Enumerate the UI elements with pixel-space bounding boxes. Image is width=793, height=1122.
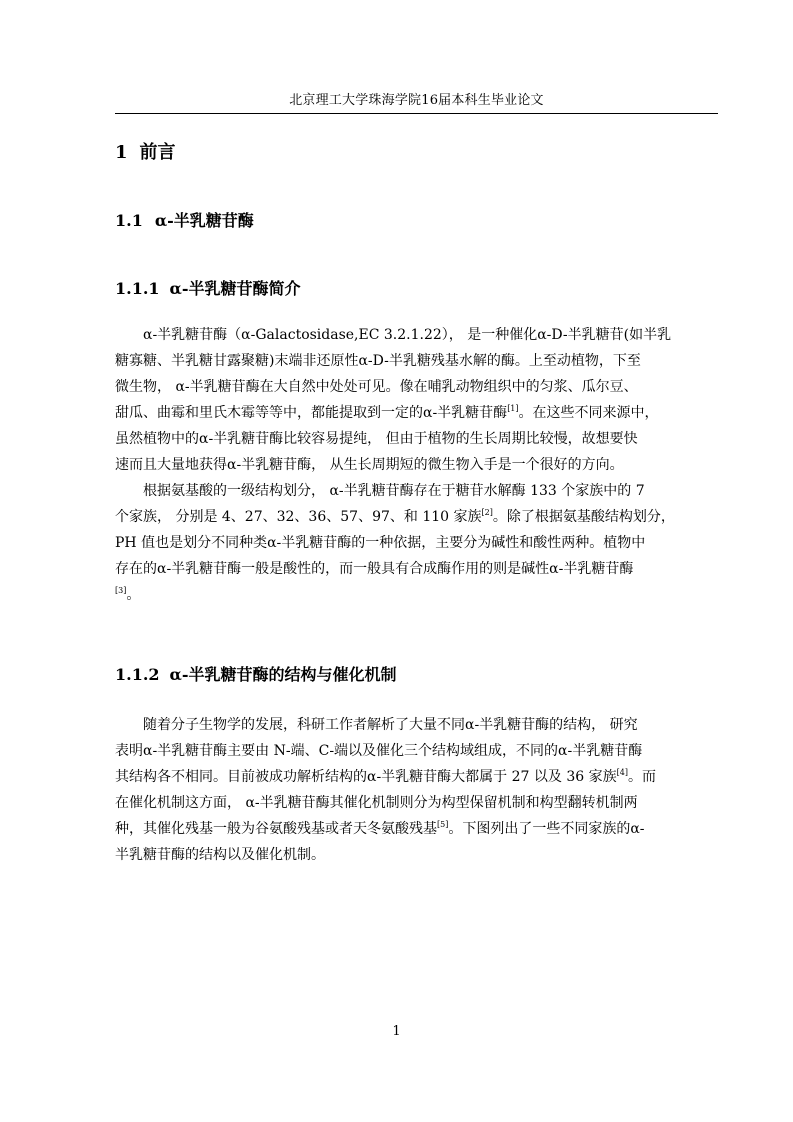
section-title: α-半乳糖苷酶	[154, 211, 254, 230]
line-text: 个家族， 分别是 4、27、32、36、57、97、和 110 家族	[115, 509, 482, 525]
page-number: 1	[392, 1024, 401, 1039]
line-text: 甜瓜、曲霉和里氏木霉等等中，都能提取到一定的α-半乳糖苷酶	[115, 405, 508, 421]
paragraph-line: 在催化机制这方面， α-半乳糖苷酶其催化机制则分为构型保留机制和构型翻转机制两	[115, 795, 638, 811]
subsection-heading-1-1-2	[115, 664, 397, 686]
paragraph-line	[115, 816, 718, 842]
paragraph-classification	[115, 478, 718, 608]
line-text: 种，其催化残基一般为谷氨酸残基或者天冬氨酸残基	[115, 821, 437, 837]
line-text: 。	[126, 587, 141, 603]
subsection-title: α-半乳糖苷酶的结构与催化机制	[169, 665, 397, 684]
paragraph-structure	[115, 712, 718, 868]
paragraph-line	[115, 764, 718, 790]
chapter-title: 前言	[139, 142, 176, 163]
paragraph-line	[115, 400, 718, 426]
paragraph-line: 半乳糖苷酶的结构以及催化机制。	[115, 847, 325, 863]
chapter-heading	[115, 141, 176, 165]
line-text: 其结构各不相同。目前被成功解析结构的α-半乳糖苷酶大都属于 27 以及 36 家族	[115, 769, 617, 785]
paragraph-line: 根据氨基酸的一级结构划分， α-半乳糖苷酶存在于糖苷水解酶 133 个家族中的 7	[143, 483, 645, 499]
paragraph-line: 微生物， α-半乳糖苷酶在大自然中处处可见。像在哺乳动物组织中的匀浆、瓜尔豆、	[115, 379, 638, 395]
subsection-heading-1-1-1	[115, 278, 301, 300]
paragraph-line: 随着分子生物学的发展，科研工作者解析了大量不同α-半乳糖苷酶的结构， 研究	[143, 717, 638, 733]
paragraph-line: α-半乳糖苷酶（α-Galactosidase,EC 3.2.1.22）， 是一种催化α-D-半乳糖苷(如半乳	[143, 327, 672, 343]
paragraph-line: 表明α-半乳糖苷酶主要由 N-端、C-端以及催化三个结构域组成，不同的α-半乳糖苷酶	[115, 743, 643, 759]
section-number: 1.1	[115, 211, 143, 230]
paragraph-line: 存在的α-半乳糖苷酶一般是酸性的，而一般具有合成酶作用的则是碱性α-半乳糖苷酶	[115, 561, 634, 577]
citation-ref: [1]	[507, 404, 519, 413]
line-text: 。除了根据氨基酸结构划分，	[492, 509, 675, 525]
running-header: 北京理工大学珠海学院16届本科生毕业论文	[289, 93, 544, 108]
citation-ref: [4]	[616, 768, 628, 777]
chapter-number: 1	[115, 142, 128, 163]
line-text: 。而	[627, 769, 656, 785]
paragraph-line: PH 值也是划分不同种类α-半乳糖苷酶的一种依据，主要分为碱性和酸性两种。植物中	[115, 535, 646, 551]
paragraph-line: 速而且大量地获得α-半乳糖苷酶， 从生长周期短的微生物入手是一个很好的方向。	[115, 457, 624, 473]
paragraph-line	[115, 504, 718, 530]
subsection-number: 1.1.1	[115, 279, 160, 298]
paragraph-line: 糖寡糖、半乳糖甘露聚糖)末端非还原性α-D-半乳糖残基水解的酶。上至动植物，下至	[115, 353, 641, 369]
line-text: 。下图列出了一些不同家族的α-	[448, 821, 645, 837]
section-heading-1-1	[115, 210, 254, 232]
paragraph-intro	[115, 322, 718, 478]
header-rule	[115, 113, 718, 114]
paragraph-line	[115, 582, 718, 608]
paragraph-line: 虽然植物中的α-半乳糖苷酶比较容易提纯， 但由于植物的生长周期比较慢，故想要快	[115, 431, 638, 447]
citation-ref: [5]	[437, 820, 449, 829]
line-text: 。在这些不同来源中，	[518, 405, 659, 421]
citation-ref: [3]	[115, 586, 127, 595]
subsection-title: α-半乳糖苷酶简介	[169, 279, 301, 298]
citation-ref: [2]	[481, 508, 493, 517]
subsection-number: 1.1.2	[115, 665, 160, 684]
